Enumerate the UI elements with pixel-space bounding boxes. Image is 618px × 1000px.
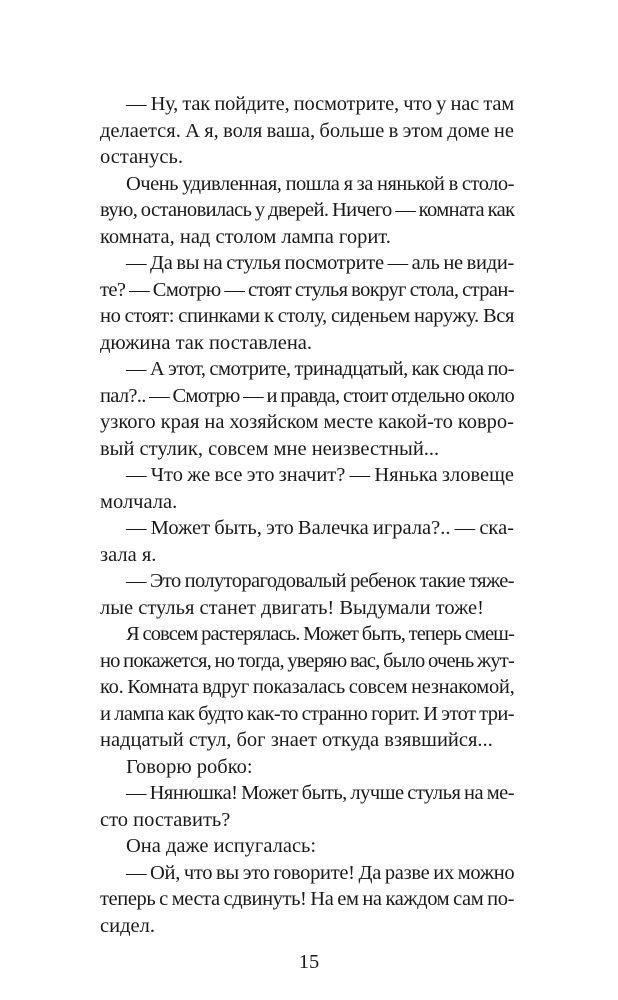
text-line: ко. Комната вдруг показалась совсем незнакомой, [100,676,515,698]
text-line: — Это полуторагодовалый ребенок такие тяже- [126,570,514,592]
text-line: делается. А я, воля ваша, больше в этом доме не [100,119,514,142]
paragraph [100,171,514,251]
text-line: и лампа как будто как-то странно горит. И этот три- [100,702,514,725]
paragraph [100,754,514,781]
paragraph [100,356,514,462]
text-line: узкого края на хозяйском месте какой-то ковро- [100,411,514,433]
text-line: комната, над столом лампа горит. [100,225,391,248]
text-line: Я совсем растерялась. Может быть, теперь смеш- [126,623,514,645]
text-line: зала я. [100,543,157,566]
paragraph [100,515,514,568]
paragraph [100,462,514,515]
text-line: — А этот, смотрите, тринадцатый, как сюда по- [126,358,514,380]
paragraph [100,621,514,754]
text-line: Говорю робко: [126,755,253,778]
text-line: пал?.. — Смотрю — и правда, стоит отдельно около [100,384,514,407]
text-line: — Нянюшка! Может быть, лучше стулья на ме- [126,782,515,804]
text-line: но покажется, но тогда, уверяю вас, было очень жут- [100,649,514,672]
paragraph [100,91,514,171]
text-line: молчала. [100,490,178,513]
paragraph [100,250,514,356]
text-line: Она даже испугалась: [126,835,317,857]
body-text [100,0,514,939]
text-line: — Да вы на стулья посмотрите — аль не види- [126,252,515,274]
text-line: Очень удивленная, пошла я за нянькой в столо- [126,172,514,195]
text-line: дюжина так поставлена. [100,331,313,354]
text-line: сто поставить? [100,808,231,831]
text-line: вый стулик, совсем мне неизвестный... [100,437,440,460]
paragraph [100,860,514,940]
text-line: сидел. [100,914,155,937]
paragraph [100,568,514,621]
text-line: лые стулья станет двигать! Выдумали тоже! [100,596,484,619]
paragraph [100,780,514,833]
text-line: теперь с места сдвинуть! На ем на каждом сам по- [100,888,514,910]
paragraph [100,833,514,860]
text-line: — Ну, так пойдите, посмотрите, что у нас там [126,93,514,115]
text-line: те? — Смотрю — стоят стулья вокруг стола, стран- [100,278,514,301]
text-line: но стоят: спинками к столу, сиденьем наружу. Вся [100,305,514,327]
text-line: — Может быть, это Валечка играла?.. — ска- [126,517,514,539]
page-number: 15 [298,951,320,973]
text-line: останусь. [100,146,183,168]
text-line: — Ой, что вы это говорите! Да разве их можно [126,861,515,884]
text-line: вую, остановилась у дверей. Ничего — комната как [100,199,515,221]
text-line: — Что же все это значит? — Нянька зловеще [126,464,514,486]
text-line: надцатый стул, бог знает откуда взявшийся... [100,729,493,751]
